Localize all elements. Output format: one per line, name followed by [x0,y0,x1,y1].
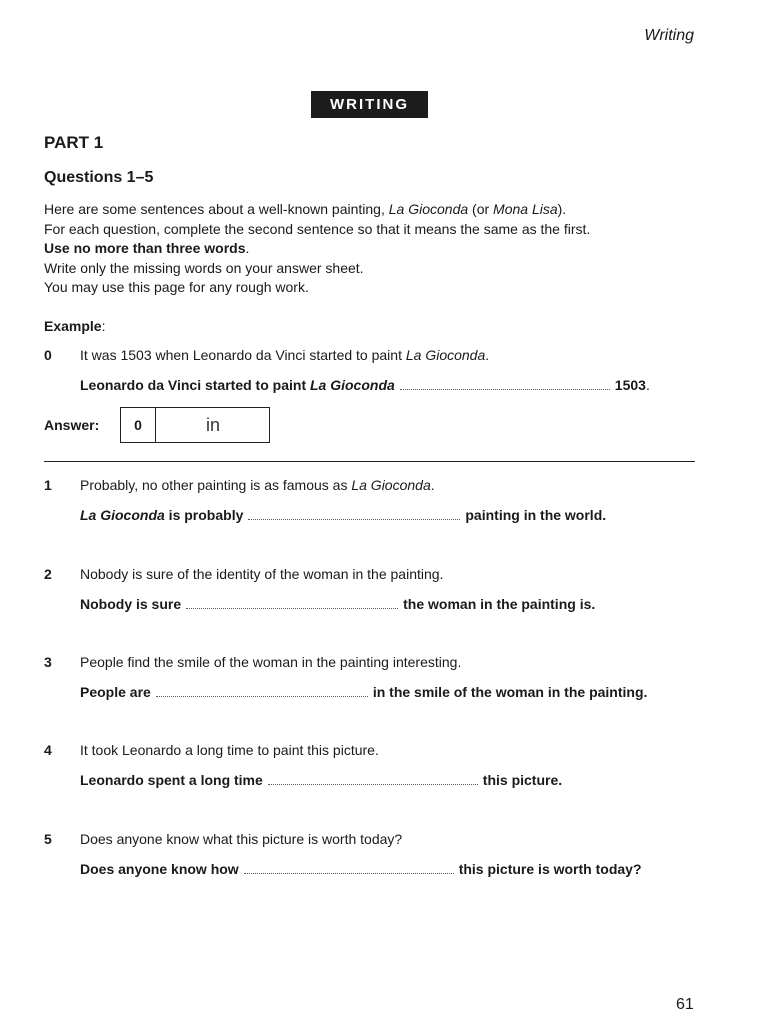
rewrite-text: Nobody is sure [80,596,182,612]
rewrite-text: Leonardo da Vinci started to paint [80,377,310,393]
question-sentence: People find the smile of the woman in the painting interesting. [80,654,462,670]
sentence-text: It was 1503 when Leonardo da Vinci started to paint [80,347,406,363]
question-number: 5 [44,831,52,847]
example-label-text: Example [44,318,102,334]
painting-title: La Gioconda [80,507,165,523]
instructions [44,200,704,298]
rewrite-text: this picture. [482,772,563,788]
rewrite-text: 1503 [614,377,646,393]
rewrite-text: Does anyone know how [80,861,239,877]
rewrite-text: the woman in the painting is. [403,596,596,612]
answer-gap [186,598,398,609]
running-head: Writing [644,27,694,44]
question-number: 1 [44,477,52,493]
instruction-text: ). [557,201,567,217]
divider [44,461,695,462]
page-number: 61 [676,996,694,1013]
answer-box-value: in [206,414,221,435]
example-sentence [80,347,489,363]
rewrite-text: this picture is worth today? [458,861,642,877]
instruction-line-4: Write only the missing words on your answer sheet. [44,259,364,276]
painting-alt-title: Mona Lisa [493,201,558,217]
answer-box-number: 0 [121,408,156,442]
part-title: PART 1 [44,133,104,152]
painting-title: La Gioconda [405,347,486,363]
question-rewrite [80,507,606,523]
question-rewrite [80,772,562,788]
rewrite-period: . [645,377,650,393]
instruction-line-2: For each question, complete the second sentence so that it means the same as the first. [44,220,591,237]
answer-gap [156,686,368,697]
instruction-line-3 [44,239,704,259]
instruction-line-1 [44,200,704,220]
sentence-text: . [430,477,435,493]
example-rewrite [80,377,650,393]
question-sentence: Nobody is sure of the identity of the woman in the painting. [80,566,444,582]
answer-box [120,407,270,443]
example-label-colon: : [101,318,106,334]
question-number: 3 [44,654,52,670]
word-limit: Use no more than three words [44,240,246,256]
answer-gap [268,774,478,785]
instruction-text: Here are some sentences about a well-known painting, [44,201,389,217]
section-badge: WRITING [311,91,428,118]
rewrite-text: in the smile of the woman in the painting. [372,684,648,700]
painting-title: La Gioconda [310,377,395,393]
questions-range: Questions 1–5 [44,169,154,186]
question-rewrite [80,684,647,700]
instruction-line-5: You may use this page for any rough work. [44,279,309,295]
answer-gap [400,379,610,390]
example-label [44,318,105,334]
instruction-text: . [245,240,250,256]
question-rewrite [80,596,595,612]
question-rewrite [80,861,642,877]
question-sentence [80,477,435,493]
answer-gap [248,509,460,520]
painting-title: La Gioconda [351,477,431,493]
question-number: 4 [44,742,52,758]
rewrite-text: People are [80,684,151,700]
example-number: 0 [44,347,52,363]
instruction-text: (or [468,201,494,217]
question-number: 2 [44,566,52,582]
rewrite-text: painting in the world. [465,507,607,523]
painting-title: La Gioconda [388,201,469,217]
sentence-text: Probably, no other painting is as famous as [80,477,352,493]
question-sentence: It took Leonardo a long time to paint this picture. [80,742,379,758]
answer-label: Answer: [44,417,100,433]
answer-gap [244,863,454,874]
rewrite-text: Leonardo spent a long time [80,772,263,788]
sentence-text: . [485,347,490,363]
question-sentence: Does anyone know what this picture is worth today? [80,831,403,847]
rewrite-text: is probably [164,507,244,523]
